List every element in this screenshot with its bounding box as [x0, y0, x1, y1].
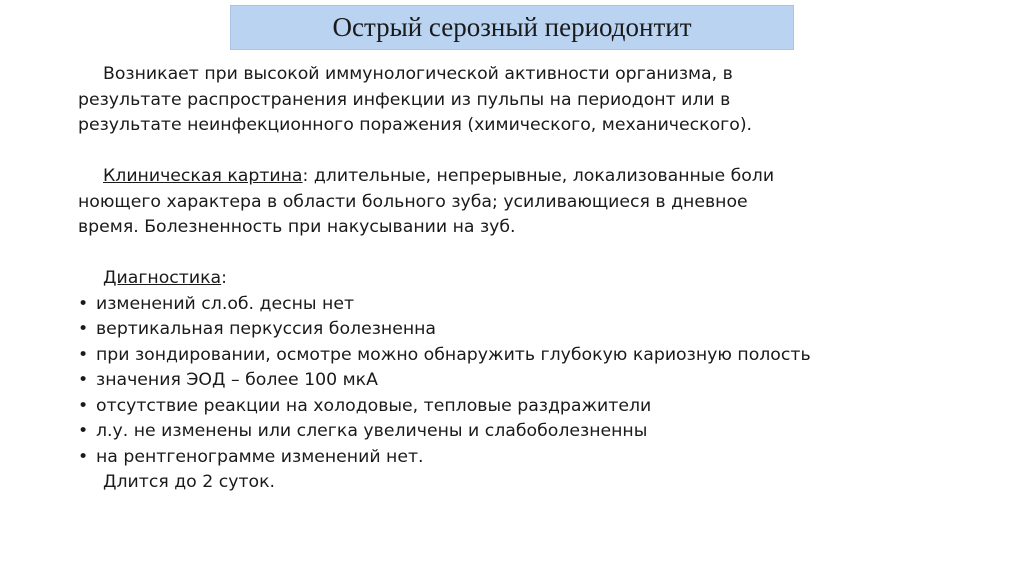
bullet-icon: • — [78, 319, 89, 339]
bullet-icon: • — [78, 293, 89, 314]
list-item-text: вертикальная перкуссия болезненна — [96, 319, 437, 339]
bullet-icon: • — [78, 395, 89, 416]
spacer — [78, 241, 978, 267]
list-item — [78, 368, 978, 394]
list-item-text: при зондировании, осмотре можно обнаружить глубокую кариозную полость — [96, 344, 811, 365]
diagnostics-colon: : — [221, 268, 227, 288]
clinical-picture-heading: Клиническая картина — [103, 166, 303, 186]
list-item-text: изменений сл.об. десны нет — [96, 293, 355, 314]
paragraph2-line1-rest: : длительные, непрерывные, локализованные боли — [302, 166, 775, 186]
paragraph2-line3: время. Болезненность при накусывании на зуб. — [78, 217, 516, 237]
list-item-text: л.у. не изменены или слегка увеличены и слабоболезненны — [96, 421, 648, 441]
list-item-text: отсутствие реакции на холодовые, тепловые раздражители — [96, 395, 652, 416]
diagnostics-heading: Диагностика — [103, 268, 222, 288]
paragraph1-line1: Возникает при высокой иммунологической активности организма, в — [103, 64, 733, 84]
list-item-text: значения ЭОД – более 100 мкА — [96, 370, 378, 390]
list-item — [78, 419, 978, 445]
slide-content — [78, 62, 978, 496]
list-item — [78, 343, 978, 369]
bullet-icon: • — [78, 344, 89, 365]
bullet-icon: • — [78, 446, 89, 467]
paragraph2-line2: ноющего характера в области больного зуба; усиливающиеся в дневное — [78, 191, 748, 212]
spacer — [78, 139, 978, 165]
paragraph1-line2: результате распространения инфекции из пульпы на периодонт или в — [78, 89, 731, 110]
list-item — [78, 317, 978, 343]
list-item-text: на рентгенограмме изменений нет. — [96, 446, 424, 467]
paragraph1-line3: результате неинфекционного поражения (химического, механического). — [78, 115, 753, 135]
diagnostics-heading-line — [78, 266, 978, 292]
list-item — [78, 292, 978, 318]
bullet-icon: • — [78, 370, 89, 390]
list-item — [78, 445, 978, 471]
slide-title: Острый серозный периодонтит — [332, 12, 692, 42]
duration-text: Длится до 2 суток. — [103, 472, 276, 492]
bullet-icon: • — [78, 421, 89, 441]
paragraph2-line1 — [78, 164, 978, 190]
slide-title-banner — [230, 5, 794, 50]
list-item — [78, 394, 978, 420]
